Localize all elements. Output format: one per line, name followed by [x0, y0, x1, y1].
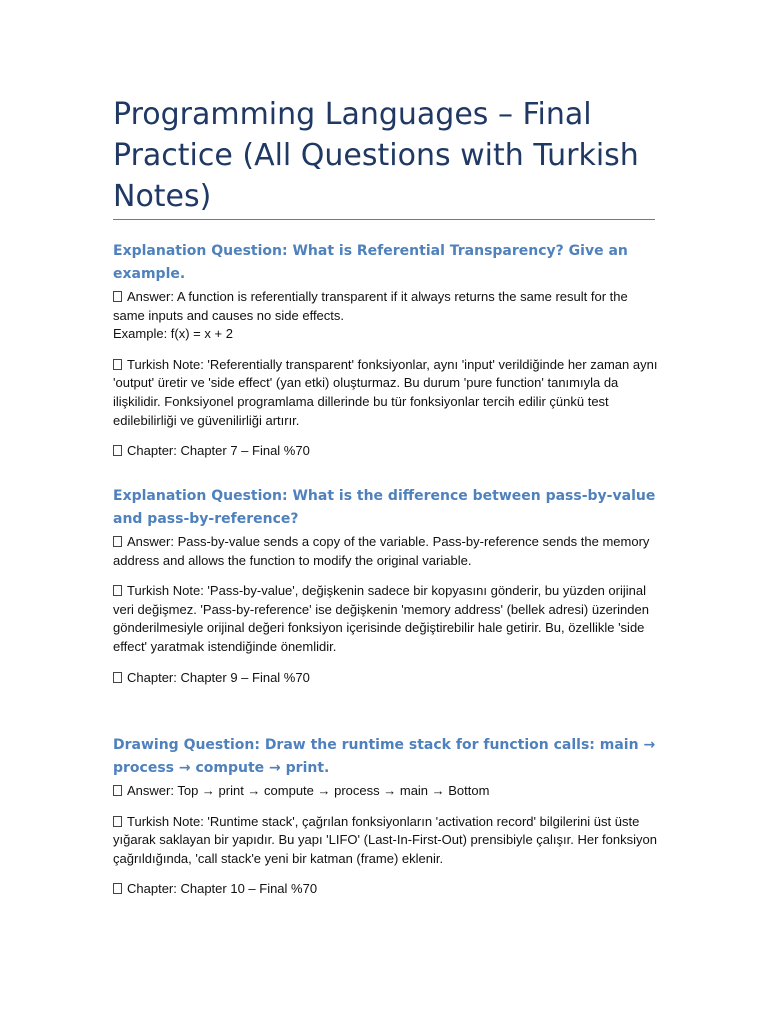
answer-paragraph — [113, 533, 661, 570]
answer-text: Answer: Pass-by-value sends a copy of the variable. Pass-by-reference sends the memory address and allows the function to modify the original variable. — [113, 534, 650, 568]
chapter-paragraph — [113, 880, 661, 899]
turkish-note-paragraph — [113, 356, 661, 430]
checkbox-icon — [113, 445, 122, 456]
question-heading: Drawing Question: Draw the runtime stack for function calls: main → process → compute → print. — [113, 737, 656, 776]
answer-paragraph — [113, 288, 661, 344]
turkish-note-paragraph — [113, 582, 661, 656]
checkbox-icon — [113, 816, 122, 827]
checkbox-icon — [113, 359, 122, 370]
example-text: Example: f(x) = x + 2 — [113, 326, 233, 342]
checkbox-icon — [113, 291, 122, 302]
checkbox-icon — [113, 883, 122, 894]
question-heading: Explanation Question: What is Referential Transparency? Give an example. — [113, 243, 628, 282]
chapter-text: Chapter: Chapter 7 – Final %70 — [127, 443, 310, 459]
checkbox-icon — [113, 785, 122, 796]
question-heading: Explanation Question: What is the difference between pass-by-value and pass-by-reference? — [113, 488, 656, 527]
turkish-note-text: Turkish Note: 'Referentially transparent' fonksiyonlar, aynı 'input' verildiğinde her zaman aynı 'output' üretir ve 'side effect' (yan etki) oluşturmaz. Bu durum 'pure function' tanımıyla da ilişkilidir. Fonksiyonel programlama dillerinde bu tür fonksiyonlar tercih edilir çünkü test edilebilirliği ve güvenilirliği artırır. — [113, 356, 658, 428]
checkbox-icon — [113, 536, 122, 547]
checkbox-icon — [113, 672, 122, 683]
answer-paragraph — [113, 782, 661, 801]
question-block-2 — [113, 485, 661, 687]
question-block-3 — [113, 734, 661, 899]
chapter-paragraph — [113, 442, 661, 461]
answer-text: Answer: Top → print → compute → process → main → Bottom — [127, 783, 490, 798]
checkbox-icon — [113, 585, 122, 596]
question-block-1 — [113, 240, 661, 461]
answer-text: Answer: A function is referentially transparent if it always returns the same result for the same inputs and causes no side effects. — [113, 289, 628, 323]
chapter-text: Chapter: Chapter 10 – Final %70 — [127, 881, 318, 897]
document-title: Programming Languages – Final Practice (All Questions with Turkish Notes) — [113, 97, 639, 214]
turkish-note-text: Turkish Note: 'Pass-by-value', değişkenin sadece bir kopyasını gönderir, bu yüzden orijinal veri değişmez. 'Pass-by-reference' ise değişkenin 'memory address' (bellek adresi) üzerinden gönderilmesiyle orijinal değeri fonksiyon içerisinde değiştirebilir hale getirir. Bu, özellikle 'side effect' yaratmak istendiğinde önemlidir. — [113, 583, 649, 654]
title-underline — [113, 219, 655, 220]
turkish-note-paragraph — [113, 813, 661, 869]
chapter-text: Chapter: Chapter 9 – Final %70 — [127, 669, 310, 685]
chapter-paragraph — [113, 669, 661, 688]
turkish-note-text: Turkish Note: 'Runtime stack', çağrılan fonksiyonların 'activation record' bilgilerini üst üste yığarak saklayan bir yapıdır. Bu yapı 'LIFO' (Last-In-First-Out) prensibiyle çalışır. Her fonksiyon çağrıldığında, 'call stack'e yeni bir katman (frame) eklenir. — [113, 813, 657, 866]
